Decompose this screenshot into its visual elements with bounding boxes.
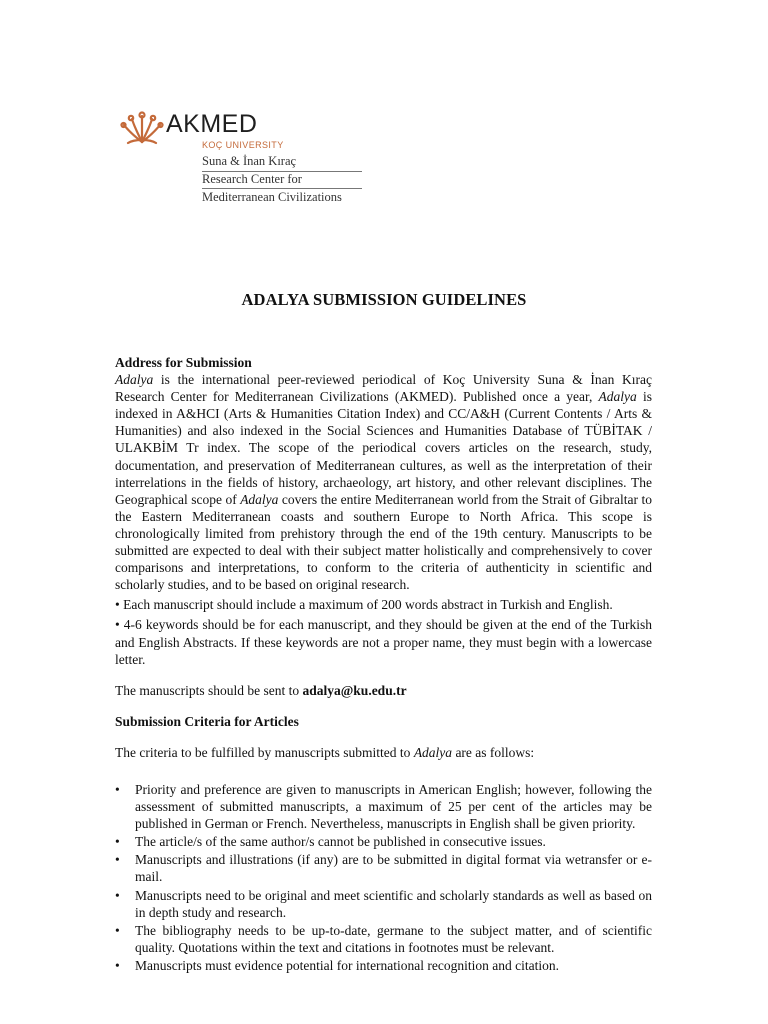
journal-name: Adalya	[115, 372, 154, 388]
criteria-item-text: Manuscripts must evidence potential for international recognition and citation.	[135, 957, 560, 973]
criteria-item	[115, 922, 652, 956]
criteria-intro-suffix: are as follows:	[452, 744, 535, 760]
keywords-bullet: • 4-6 keywords should be for each manuscript, and they should be given at the end of the Turkish and English Abstracts. If these keywords are not a proper name, they must begin with a lowercase letter.	[115, 617, 652, 667]
abstract-bullet: • Each manuscript should include a maximum of 200 words abstract in Turkish and English.	[115, 597, 613, 613]
logo-divider	[202, 188, 362, 189]
document-body	[115, 354, 652, 975]
criteria-item-text: Priority and preference are given to manuscripts in American English; however, following the assessment of submitted manuscripts, a maximum of 25 per cent of the articles may be published in German or French. Nevertheless, manuscripts in English shall be given priority.	[135, 781, 652, 832]
akmed-logo	[120, 104, 365, 206]
bullet-icon: •	[115, 887, 120, 903]
logo-line-1: Suna & İnan Kıraç	[202, 154, 297, 168]
email-link[interactable]: adalya@ku.edu.tr	[302, 682, 407, 698]
send-line	[115, 682, 652, 699]
bullet-icon: •	[115, 922, 120, 938]
logo-line-2: Research Center for	[202, 172, 302, 186]
journal-name: Adalya	[413, 744, 453, 760]
logo-university: KOÇ UNIVERSITY	[202, 140, 284, 150]
bullet-icon: •	[115, 852, 120, 868]
criteria-intro	[115, 744, 652, 761]
criteria-item-text: The bibliography needs to be up-to-date, germane to the subject matter, and of scientific quality. Quotations within the text and citations in footnotes must be relevant.	[135, 922, 652, 955]
paragraph-text: covers the entire Mediterranean world from the Strait of Gibraltar to the Eastern Mediterranean coasts and southern Europe to North Africa. This scope is chronologically limited from prehistory through the end of the 19th century. Manuscripts to be submitted are expected to deal with their subject matter holistically and comprehensively to cover comparisons and interpretations, to conform to the criteria of authenticity in scientific and scholarly studies, and to be based on original research.	[115, 491, 652, 593]
address-heading: Address for Submission	[115, 355, 252, 370]
paragraph-text: is indexed in A&HCI (Arts & Humanities Citation Index) and CC/A&H (Current Contents / Arts & Humanities) and also indexed in the Social Sciences and Humanities Database of TÜBİTAK / ULAKBİM Tr index. The scope of the periodical covers articles on the research, study, documentation, and preservation of Mediterranean cultures, as well as the interpretation of their interrelations in the fields of history, archaeology, art history, and other relevant disciplines. The Geographical scope of	[115, 389, 652, 507]
criteria-item	[115, 887, 652, 921]
palmette-icon	[120, 110, 164, 146]
bullet-icon: •	[115, 957, 120, 973]
criteria-item-text: The article/s of the same author/s cannot be published in consecutive issues.	[135, 834, 546, 850]
criteria-item	[115, 851, 652, 885]
criteria-list	[115, 781, 652, 974]
criteria-item-text: Manuscripts and illustrations (if any) are to be submitted in digital format via wetransfer or e-mail.	[135, 852, 652, 885]
criteria-item	[115, 833, 652, 850]
criteria-item-text: Manuscripts need to be original and meet scientific and scholarly standards as well as based on in depth study and research.	[135, 887, 652, 920]
page-title: ADALYA SUBMISSION GUIDELINES	[241, 290, 527, 309]
paragraph-text: is the international peer-reviewed periodical of Koç University Suna & İnan Kıraç Research Center for Mediterranean Civilizations (AKMED). Published once a year,	[115, 372, 652, 405]
address-paragraph	[115, 371, 652, 593]
logo-name: AKMED	[166, 110, 258, 138]
bullet-icon: •	[115, 781, 120, 797]
criteria-item	[115, 957, 652, 974]
criteria-intro-text: The criteria to be fulfilled by manuscripts submitted to	[115, 744, 414, 760]
journal-name: Adalya	[598, 389, 637, 405]
send-text: The manuscripts should be sent to	[115, 682, 303, 698]
bullet-icon: •	[115, 834, 120, 850]
journal-name: Adalya	[240, 491, 279, 507]
criteria-heading: Submission Criteria for Articles	[115, 713, 299, 729]
criteria-item	[115, 781, 652, 832]
logo-line-3: Mediterranean Civilizations	[202, 190, 342, 204]
